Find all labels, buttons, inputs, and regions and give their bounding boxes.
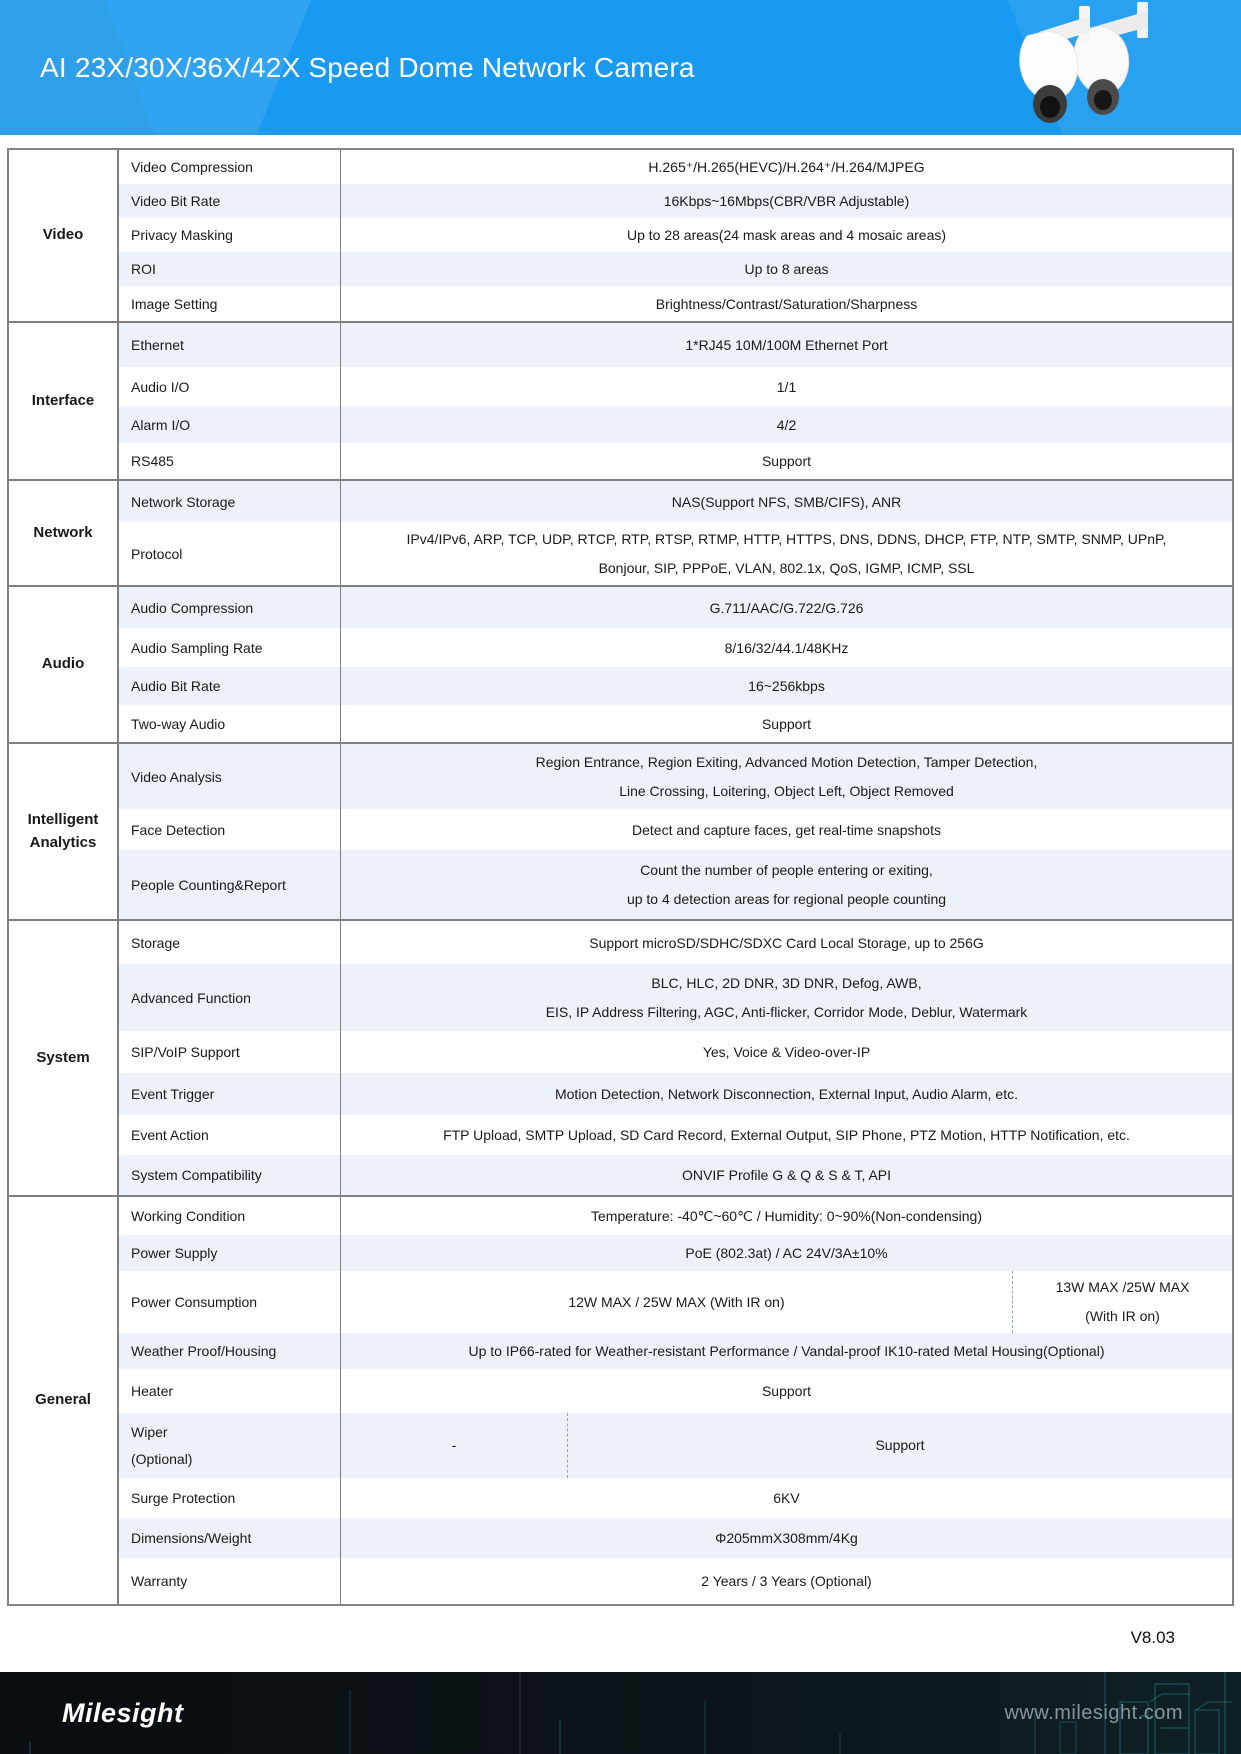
- spec-row: [119, 628, 1232, 667]
- product-image: [1019, 2, 1171, 135]
- spec-value: 1/1: [776, 378, 797, 395]
- spec-label: ROI: [119, 252, 341, 286]
- spec-row: [119, 218, 1232, 252]
- spec-value: Yes, Voice & Video-over-IP: [702, 1044, 871, 1060]
- spec-row: [119, 1031, 1232, 1073]
- category-audio: Audio: [9, 587, 119, 742]
- spec-label: Alarm I/O: [119, 406, 341, 443]
- spec-value: [341, 744, 1232, 809]
- spec-value: Up to IP66-rated for Weather-resistant Performance / Vandal-proof IK10-rated Metal Housing(Optional): [468, 1343, 1105, 1359]
- spec-label: Video Analysis: [119, 744, 341, 809]
- spec-label: Protocol: [119, 522, 341, 585]
- spec-label: Privacy Masking: [119, 218, 341, 252]
- spec-value: Temperature: -40℃~60℃ / Humidity: 0~90%(Non-condensing): [591, 1207, 982, 1224]
- spec-label: Network Storage: [119, 481, 341, 522]
- spec-value: [341, 850, 1232, 919]
- footer: [0, 1672, 1241, 1754]
- spec-value: [341, 964, 1232, 1031]
- spec-value-split: [341, 1413, 1232, 1478]
- section-system: [9, 921, 1232, 1197]
- spec-row: [119, 705, 1232, 742]
- section-rows: [119, 1197, 1232, 1604]
- spec-value: FTP Upload, SMTP Upload, SD Card Record, External Output, SIP Phone, PTZ Motion, HTTP Notification, etc.: [443, 1127, 1130, 1143]
- spec-value: [341, 522, 1232, 585]
- spec-label-line: Wiper: [131, 1423, 168, 1440]
- section-rows: [119, 481, 1232, 585]
- spec-label: Power Supply: [119, 1235, 341, 1271]
- section-audio: [9, 587, 1232, 744]
- category-general: General: [9, 1197, 119, 1604]
- spec-value-right: [1013, 1271, 1232, 1333]
- spec-value-line: BLC, HLC, 2D DNR, 3D DNR, Defog, AWB,: [651, 974, 922, 991]
- spec-value: Support: [761, 1383, 812, 1399]
- section-interface: [9, 323, 1232, 481]
- spec-label: Dimensions/Weight: [119, 1518, 341, 1558]
- spec-row: [119, 443, 1232, 479]
- spec-value: 6KV: [773, 1490, 800, 1506]
- spec-row: [119, 1333, 1232, 1369]
- spec-row: [119, 367, 1232, 406]
- spec-label: Event Action: [119, 1115, 341, 1155]
- spec-label: System Compatibility: [119, 1155, 341, 1195]
- spec-row: [119, 1478, 1232, 1518]
- spec-row: [119, 587, 1232, 628]
- spec-value: 4/2: [776, 416, 797, 433]
- section-rows: [119, 744, 1232, 919]
- spec-row: [119, 1155, 1232, 1195]
- spec-value: 2 Years / 3 Years (Optional): [701, 1573, 872, 1589]
- spec-row: [119, 1235, 1232, 1271]
- spec-value: Support: [761, 453, 812, 469]
- spec-label: Audio Sampling Rate: [119, 628, 341, 667]
- version-strip: [0, 1606, 1241, 1670]
- category-interface: Interface: [9, 323, 119, 479]
- spec-value: Φ205mmX308mm/4Kg: [715, 1530, 858, 1546]
- spec-row: [119, 964, 1232, 1031]
- spec-row: [119, 1197, 1232, 1235]
- section-rows: [119, 587, 1232, 742]
- section-rows: [119, 921, 1232, 1195]
- spec-value: ONVIF Profile G & Q & S & T, API: [681, 1167, 892, 1183]
- spec-label: Face Detection: [119, 809, 341, 850]
- spec-label: Audio Bit Rate: [119, 667, 341, 705]
- spec-label: Weather Proof/Housing: [119, 1333, 341, 1369]
- spec-value-line: Bonjour, SIP, PPPoE, VLAN, 802.1x, QoS, IGMP, ICMP, SSL: [598, 559, 975, 576]
- spec-row: [119, 323, 1232, 367]
- section-rows: [119, 150, 1232, 321]
- spec-row: [119, 921, 1232, 964]
- category-system: System: [9, 921, 119, 1195]
- spec-table: [7, 148, 1234, 1606]
- spec-row: [119, 1558, 1232, 1604]
- spec-value-line: (With IR on): [1085, 1308, 1160, 1324]
- spec-value: 16~256kbps: [748, 678, 825, 694]
- spec-value-line: IPv4/IPv6, ARP, TCP, UDP, RTCP, RTP, RTSP, RTMP, HTTP, HTTPS, DNS, DDNS, DHCP, FTP, NTP, SMTP, SNMP, UPnP,: [406, 530, 1167, 547]
- spec-value: Detect and capture faces, get real-time snapshots: [632, 821, 941, 838]
- spec-row: [119, 1115, 1232, 1155]
- spec-row-wiper: [119, 1413, 1232, 1478]
- spec-value-left: -: [341, 1413, 568, 1478]
- footer-content: [0, 1672, 1241, 1754]
- spec-value-left: 12W MAX / 25W MAX (With IR on): [341, 1271, 1013, 1333]
- spec-row: [119, 1073, 1232, 1115]
- spec-value: Support: [761, 715, 812, 732]
- spec-row: [119, 286, 1232, 321]
- spec-label: Ethernet: [119, 323, 341, 367]
- speed-dome-camera-illustration: [1019, 2, 1171, 130]
- spec-value: PoE (802.3at) / AC 24V/3A±10%: [685, 1245, 888, 1261]
- spec-label: Video Bit Rate: [119, 184, 341, 218]
- spec-label: Surge Protection: [119, 1478, 341, 1518]
- spec-row-power-consumption: [119, 1271, 1232, 1333]
- spec-value-line: up to 4 detection areas for regional people counting: [626, 890, 947, 907]
- category-network: Network: [9, 481, 119, 585]
- spec-label: Video Compression: [119, 150, 341, 184]
- spec-label: Event Trigger: [119, 1073, 341, 1115]
- spec-label: Image Setting: [119, 286, 341, 321]
- category-video: Video: [9, 150, 119, 321]
- spec-row: [119, 667, 1232, 705]
- spec-label: People Counting&Report: [119, 850, 341, 919]
- spec-row: [119, 1518, 1232, 1558]
- spec-value-split: [341, 1271, 1232, 1333]
- spec-row: [119, 481, 1232, 522]
- spec-value: 8/16/32/44.1/48KHz: [724, 639, 849, 656]
- section-intelligent-analytics: [9, 744, 1232, 921]
- spec-value-line: EIS, IP Address Filtering, AGC, Anti-flicker, Corridor Mode, Deblur, Watermark: [545, 1003, 1028, 1020]
- spec-value: Motion Detection, Network Disconnection, External Input, Audio Alarm, etc.: [554, 1086, 1018, 1102]
- spec-label-line: (Optional): [131, 1450, 193, 1467]
- spec-label: Audio Compression: [119, 587, 341, 628]
- spec-label: Audio I/O: [119, 367, 341, 406]
- spec-row: [119, 252, 1232, 286]
- spec-value-right: Support: [875, 1437, 925, 1453]
- milesight-logo: Milesight: [62, 1697, 184, 1728]
- spec-row: [119, 850, 1232, 919]
- header-banner: [0, 0, 1241, 135]
- spec-value: NAS(Support NFS, SMB/CIFS), ANR: [671, 493, 902, 510]
- spec-row: [119, 1369, 1232, 1413]
- spec-label: Power Consumption: [119, 1271, 341, 1333]
- spec-label: Heater: [119, 1369, 341, 1413]
- spec-label: SIP/VoIP Support: [119, 1031, 341, 1073]
- spec-value-line: Line Crossing, Loitering, Object Left, Object Removed: [619, 782, 954, 799]
- spec-value-line: Region Entrance, Region Exiting, Advanced Motion Detection, Tamper Detection,: [535, 753, 1038, 770]
- spec-label: RS485: [119, 443, 341, 479]
- section-rows: [119, 323, 1232, 479]
- category-intelligent-analytics: Intelligent Analytics: [9, 744, 119, 919]
- spec-value: G.711/AAC/G.722/G.726: [709, 599, 864, 616]
- spec-value: H.265⁺/H.265(HEVC)/H.264⁺/H.264/MJPEG: [648, 158, 925, 175]
- page-title: AI 23X/30X/36X/42X Speed Dome Network Camera: [40, 51, 695, 83]
- spec-value: Up to 8 areas: [744, 261, 829, 277]
- spec-row: [119, 184, 1232, 218]
- section-general: [9, 1197, 1232, 1604]
- spec-value-line: Count the number of people entering or exiting,: [640, 861, 933, 878]
- spec-row: [119, 522, 1232, 585]
- spec-row: [119, 406, 1232, 443]
- spec-value: 16Kbps~16Mbps(CBR/VBR Adjustable): [663, 193, 910, 209]
- spec-label: [119, 1413, 341, 1478]
- section-video: [9, 150, 1232, 323]
- spec-value-line: 13W MAX /25W MAX: [1055, 1279, 1190, 1295]
- spec-value: Up to 28 areas(24 mask areas and 4 mosaic areas): [626, 227, 947, 243]
- spec-label: Two-way Audio: [119, 705, 341, 742]
- spec-value: Brightness/Contrast/Saturation/Sharpness: [655, 295, 918, 312]
- version-label: V8.03: [1130, 1628, 1175, 1647]
- spec-row: [119, 809, 1232, 850]
- spec-label: Working Condition: [119, 1197, 341, 1235]
- spec-row: [119, 744, 1232, 809]
- spec-label: Advanced Function: [119, 964, 341, 1031]
- spec-label: Warranty: [119, 1558, 341, 1604]
- website-link: www.milesight.com: [1004, 1701, 1183, 1724]
- section-network: [9, 481, 1232, 587]
- spec-value: Support microSD/SDHC/SDXC Card Local Storage, up to 256G: [589, 934, 984, 951]
- spec-row: [119, 150, 1232, 184]
- spec-label: Storage: [119, 921, 341, 964]
- spec-value: 1*RJ45 10M/100M Ethernet Port: [685, 337, 888, 353]
